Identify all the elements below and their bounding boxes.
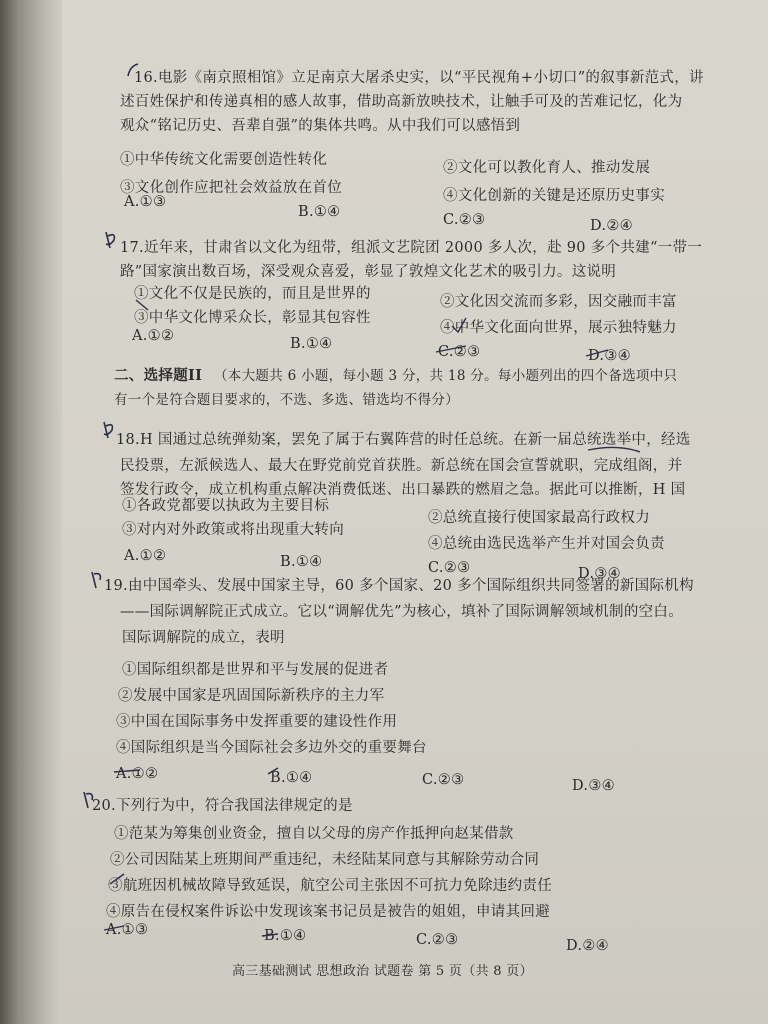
q18-stem-line3: 签发行政令，成立机构重点解决消费低迷、出口暴跌的燃眉之急。据此可以推断，H 国 <box>120 482 686 498</box>
q16-choice-d: D.②④ <box>590 218 633 234</box>
section-2-note-line2: 有一个是符合题目要求的，不选、多选、错选均不得分） <box>114 392 459 408</box>
q19-choice-d: D.③④ <box>572 778 615 794</box>
q18-stem-line2: 民投票，左派候选人、最大在野党前党首获胜。新总统在国会宣誓就职，完成组阁，并 <box>120 458 683 474</box>
q17-option-1: ①文化不仅是民族的，而且是世界的 <box>134 286 371 302</box>
q20-choice-b: B.①④ <box>264 928 307 944</box>
q18-choice-a: A.①② <box>124 548 167 564</box>
q16-option-2: ②文化可以教化育人、推动发展 <box>443 160 651 176</box>
section-2-note-line1: （本大题共 6 小题，每小题 3 分，共 18 分。每小题列出的四个备选项中只 <box>214 368 678 384</box>
q16-option-1: ①中华传统文化需要创造性转化 <box>120 152 328 168</box>
q17-stem-line2: 路”国家演出数百场，深受观众喜爱，彰显了敦煌文化艺术的吸引力。这说明 <box>120 264 617 280</box>
q19-stem-line3: 国际调解院的成立，表明 <box>122 630 285 646</box>
q16-option-3: ③文化创作应把社会效益放在首位 <box>120 180 342 196</box>
q18-option-2: ②总统直接行使国家最高行政权力 <box>428 510 650 526</box>
q20-option-4: ④原告在侵权案件诉讼中发现该案书记员是被告的姐姐，申请其回避 <box>106 904 550 920</box>
q19-stem-line2: ——国际调解院正式成立。它以“调解优先”为核心，填补了国际调解领域机制的空白。 <box>120 604 684 620</box>
q18-choice-d: D.③④ <box>578 566 621 582</box>
q16-option-4: ④文化创新的关键是还原历史事实 <box>443 188 665 204</box>
q20-choice-a: A.①③ <box>106 922 149 938</box>
q18-stem-line1: 18.H 国通过总统弹劾案，罢免了属于右翼阵营的时任总统。在新一届总统选举中，经选 <box>116 432 691 448</box>
q19-choice-b: B.①④ <box>270 770 313 786</box>
q20-option-2: ②公司因陆某上班期间严重违纪，未经陆某同意与其解除劳动合同 <box>110 852 540 868</box>
q19-option-3: ③中国在国际事务中发挥重要的建设性作用 <box>116 714 398 730</box>
q20-option-1: ①范某为筹集创业资金，擅自以父母的房产作抵押向赵某借款 <box>114 826 514 842</box>
section-2-title: 二、选择题II <box>114 367 203 384</box>
q16-choice-a: A.①③ <box>124 194 167 210</box>
q18-option-4: ④总统由选民选举产生并对国会负责 <box>428 536 665 552</box>
q17-option-2: ②文化因交流而多彩，因交融而丰富 <box>440 294 677 310</box>
q19-choice-a: A.①② <box>116 766 159 782</box>
q20-choice-d: D.②④ <box>566 938 609 954</box>
q17-option-4: ④中华文化面向世界，展示独特魅力 <box>440 320 677 336</box>
q18-choice-b: B.①④ <box>280 554 323 570</box>
q16-choice-b: B.①④ <box>298 204 341 220</box>
q17-choice-c: C.②③ <box>438 344 481 360</box>
q17-choice-a: A.①② <box>132 328 175 344</box>
q16-stem-line3: 观众“铭记历史、吾辈自强”的集体共鸣。从中我们可以感悟到 <box>120 118 521 134</box>
q16-choice-c: C.②③ <box>443 212 486 228</box>
q16-stem-line2: 述百姓保护和传递真相的感人故事，借助高新放映技术，让触手可及的苦难记忆，化为 <box>120 94 683 110</box>
q19-choice-c: C.②③ <box>422 772 465 788</box>
q18-option-1: ①各政党都要以执政为主要目标 <box>122 498 330 514</box>
q17-stem-line1: 17.近年来，甘肃省以文化为纽带，组派文艺院团 2000 多人次，赴 90 多个共建“一带一 <box>120 240 703 256</box>
binding-shadow <box>0 0 62 1024</box>
q18-option-3: ③对内对外政策或将出现重大转向 <box>122 522 344 538</box>
q19-option-4: ④国际组织是当今国际社会多边外交的重要舞台 <box>116 740 427 756</box>
q20-option-3: ③航班因机械故障导致延误，航空公司主张因不可抗力免除违约责任 <box>108 878 552 894</box>
q17-choice-d: D.③④ <box>588 348 631 364</box>
q18-choice-c: C.②③ <box>428 560 471 576</box>
q19-option-2: ②发展中国家是巩固国际新秩序的主力军 <box>118 688 385 704</box>
q19-option-1: ①国际组织都是世界和平与发展的促进者 <box>122 662 389 678</box>
q20-choice-c: C.②③ <box>416 932 459 948</box>
q16-stem-line1: 16.电影《南京照相馆》立足南京大屠杀史实，以“平民视角+小切口”的叙事新范式，讲 <box>134 70 704 86</box>
page-footer: 高三基础测试 思想政治 试题卷 第 5 页（共 8 页） <box>232 964 533 979</box>
q17-option-3: ③中华文化博采众长，彰显其包容性 <box>134 310 371 326</box>
q20-stem-line1: 20.下列行为中，符合我国法律规定的是 <box>92 798 353 814</box>
q19-stem-line1: 19.由中国牵头、发展中国家主导，60 多个国家、20 多个国际组织共同签署的新国际机构 <box>104 578 694 594</box>
q17-choice-b: B.①④ <box>290 336 333 352</box>
